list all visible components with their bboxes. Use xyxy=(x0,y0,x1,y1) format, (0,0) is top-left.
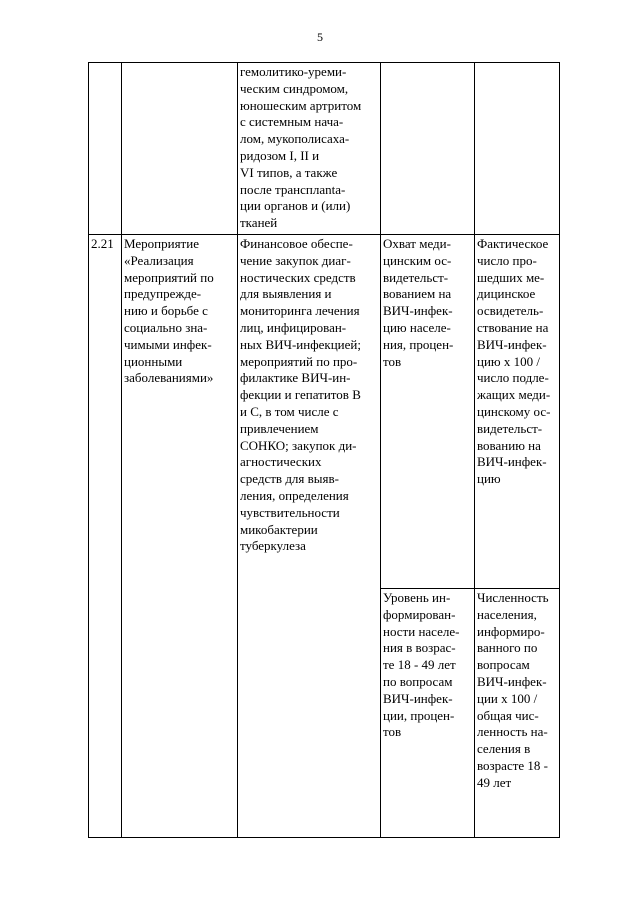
description-line: ных ВИЧ-инфекцией; xyxy=(240,336,361,352)
indicator-line: Уровень ин- xyxy=(383,590,451,605)
name-line: мероприятий по xyxy=(124,269,214,285)
description-line: ческим синдромом, xyxy=(240,80,349,96)
description-line: и С, в том числе с xyxy=(240,403,339,419)
continuation-formula-cell xyxy=(475,63,560,235)
description-line: для выявления и xyxy=(240,286,332,302)
description-line: гемолитико-уреми- xyxy=(240,64,347,79)
formula-line: общая чис- xyxy=(477,707,539,723)
formula-line: ВИЧ-инфек- xyxy=(477,673,547,689)
indicator-formula-cell xyxy=(475,235,560,589)
formula-line: ванного по xyxy=(477,640,538,656)
description-line: мониторинга лечения xyxy=(240,303,360,319)
formula-line: видетельст- xyxy=(477,420,543,436)
table-row-2-21 xyxy=(89,235,560,589)
description-line: СОНКО; закупок ди- xyxy=(240,437,357,453)
indicator-line: ния, процен- xyxy=(383,336,454,352)
name-line: «Реализация xyxy=(124,252,194,268)
formula-line: освидетель- xyxy=(477,303,544,319)
indicator-line: тов xyxy=(383,353,402,369)
formula-line: ВИЧ-инфек- xyxy=(477,336,547,352)
page-number: 5 xyxy=(317,30,323,44)
formula-line: вопросам xyxy=(477,657,530,673)
description-line: после трансплanta- xyxy=(240,181,346,197)
program-table xyxy=(88,62,560,838)
description-line: туберкулеза xyxy=(240,538,306,554)
formula-line: ленность на- xyxy=(477,724,548,740)
indicator-formula-cell xyxy=(475,589,560,838)
indicator-line: по вопросам xyxy=(383,673,453,689)
formula-line: цинскому ос- xyxy=(477,403,551,419)
formula-line: возрасте 18 - xyxy=(477,757,549,773)
description-line: тканей xyxy=(240,215,278,231)
formula-line: шедших ме- xyxy=(477,269,545,285)
indicator-line: ности населе- xyxy=(383,623,460,639)
name-line: социально зна- xyxy=(124,319,208,335)
description-line: мероприятий по про- xyxy=(240,353,358,369)
indicator-line: Охват меди- xyxy=(383,236,451,251)
formula-line: Фактическое xyxy=(477,236,549,251)
formula-line: цию x 100 / xyxy=(477,353,540,369)
description-line: микобактерии xyxy=(240,521,318,537)
indicator-line: ния в возрас- xyxy=(383,640,456,656)
indicator-line: формирован- xyxy=(383,606,456,622)
item-name-cell xyxy=(122,235,238,838)
name-line: предупрежде- xyxy=(124,286,202,302)
formula-line: число про- xyxy=(477,252,537,268)
formula-line: вованию на xyxy=(477,437,541,453)
table-row-continuation xyxy=(89,63,560,235)
name-line: заболеваниями» xyxy=(124,370,214,386)
indicator-line: цинским ос- xyxy=(383,252,452,268)
description-line: ностических средств xyxy=(240,269,356,285)
formula-line: цию xyxy=(477,471,501,487)
formula-line: дицинское xyxy=(477,286,536,302)
description-line: фекции и гепатитов В xyxy=(240,387,361,403)
formula-line: число подле- xyxy=(477,370,549,386)
description-line: Финансовое обеспе- xyxy=(240,236,353,251)
formula-line: жащих меди- xyxy=(477,387,551,403)
description-line: чение закупок диаг- xyxy=(240,252,351,268)
name-line: чимыми инфек- xyxy=(124,336,212,352)
description-line: агностических xyxy=(240,454,322,470)
name-line: ционными xyxy=(124,353,183,369)
description-line: VI типов, а также xyxy=(240,164,338,180)
formula-line: Численность xyxy=(477,590,549,605)
item-number-cell xyxy=(89,235,122,838)
description-line: юношеским артритом xyxy=(240,97,362,113)
indicator-line: тов xyxy=(383,724,402,740)
indicator-name-cell xyxy=(381,235,475,589)
name-line: Мероприятие xyxy=(124,236,199,251)
continuation-description-cell xyxy=(238,63,381,235)
formula-line: информиро- xyxy=(477,623,545,639)
description-line: средств для выяв- xyxy=(240,471,339,487)
formula-line: селения в xyxy=(477,741,531,757)
continuation-number-cell xyxy=(89,63,122,235)
indicator-line: ВИЧ-инфек- xyxy=(383,690,453,706)
description-line: ления, определения xyxy=(240,487,349,503)
indicator-line: видетельст- xyxy=(383,269,449,285)
indicator-line: ВИЧ-инфек- xyxy=(383,303,453,319)
description-line: привлечением xyxy=(240,420,319,436)
formula-line: ствование на xyxy=(477,319,549,335)
indicator-line: вованием на xyxy=(383,286,452,302)
description-line: ридозом I, II и xyxy=(240,147,320,163)
indicator-line: те 18 - 49 лет xyxy=(383,657,456,673)
continuation-indicator-cell xyxy=(381,63,475,235)
name-line: нию и борьбе с xyxy=(124,303,208,319)
description-line: чувствительности xyxy=(240,504,340,520)
indicator-line: цию населе- xyxy=(383,319,451,335)
item-description-cell xyxy=(238,235,381,838)
description-line: лом, мукополисаха- xyxy=(240,131,350,147)
item-number: 2.21 xyxy=(91,236,114,251)
description-line: лиц, инфицирован- xyxy=(240,319,347,335)
description-line: ции органов и (или) xyxy=(240,198,351,214)
formula-line: 49 лет xyxy=(477,774,512,790)
description-line: филактике ВИЧ-ин- xyxy=(240,370,351,386)
formula-line: ВИЧ-инфек- xyxy=(477,454,547,470)
description-line: с системным нача- xyxy=(240,114,344,130)
indicator-name-cell xyxy=(381,589,475,838)
continuation-name-cell xyxy=(122,63,238,235)
formula-line: населения, xyxy=(477,606,537,622)
indicator-line: ции, процен- xyxy=(383,707,455,723)
formula-line: ции x 100 / xyxy=(477,690,538,706)
